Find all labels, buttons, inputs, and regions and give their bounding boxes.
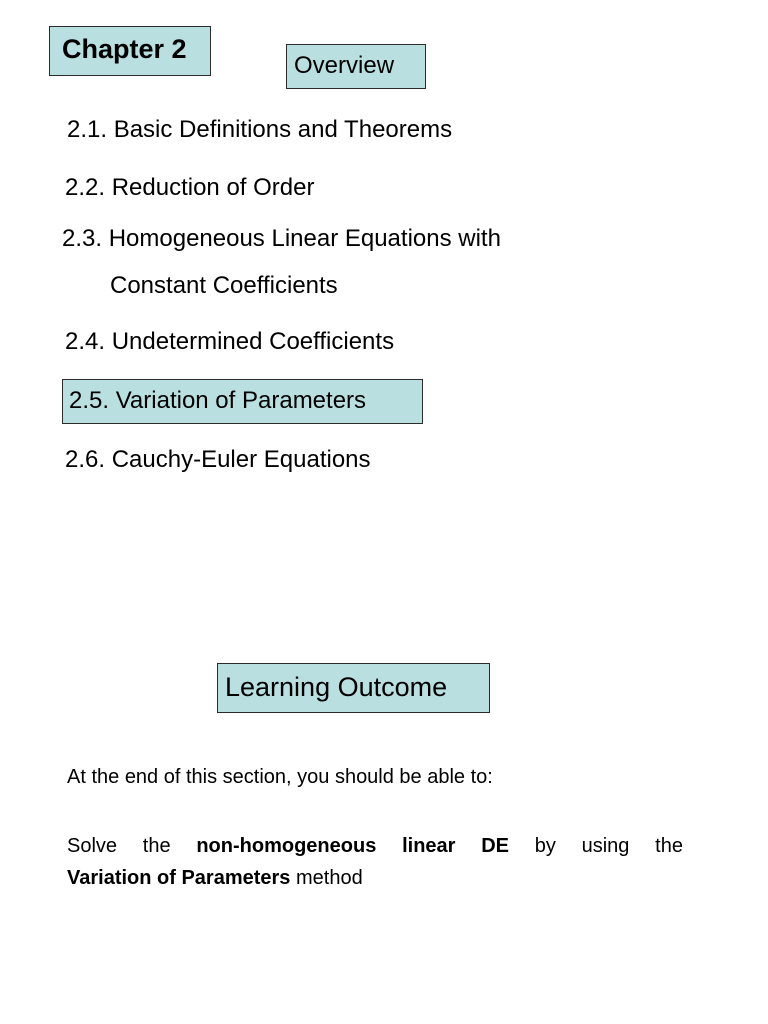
learning-outcome-intro: At the end of this section, you should be able to: (67, 766, 493, 788)
objective-bold-word: DE (481, 835, 509, 857)
learning-outcome-objective (67, 830, 683, 894)
overview-heading: Overview (294, 52, 395, 79)
toc-item-2-1: 2.1. Basic Definitions and Theorems (67, 116, 453, 143)
objective-word: Solve (67, 835, 118, 857)
toc-item-2-3-line2: Constant Coefficients (110, 272, 338, 299)
overview-heading-box (286, 44, 426, 89)
chapter-title-box (49, 26, 211, 76)
toc-item-2-5-label: 2.5. Variation of Parameters (69, 387, 367, 414)
objective-word: by (534, 835, 556, 857)
learning-outcome-heading: Learning Outcome (225, 672, 448, 702)
learning-outcome-heading-box (217, 663, 490, 713)
objective-tail: method (296, 867, 363, 889)
toc-item-2-5-highlighted (62, 379, 423, 424)
objective-bold-word: linear (402, 835, 456, 857)
objective-method-name: Variation of Parameters (67, 867, 291, 889)
objective-word: using (581, 835, 630, 857)
objective-line-2 (67, 862, 683, 894)
toc-item-2-4: 2.4. Undetermined Coefficients (65, 328, 395, 355)
chapter-title: Chapter 2 (62, 34, 187, 64)
objective-line-1 (67, 830, 683, 862)
toc-item-2-3-line1: 2.3. Homogeneous Linear Equations with (62, 225, 501, 252)
toc-item-2-2: 2.2. Reduction of Order (65, 174, 315, 201)
objective-word: the (655, 835, 683, 857)
objective-bold-word: non-homogeneous (196, 835, 377, 857)
toc-item-2-6: 2.6. Cauchy-Euler Equations (65, 446, 371, 473)
objective-word: the (142, 835, 171, 857)
